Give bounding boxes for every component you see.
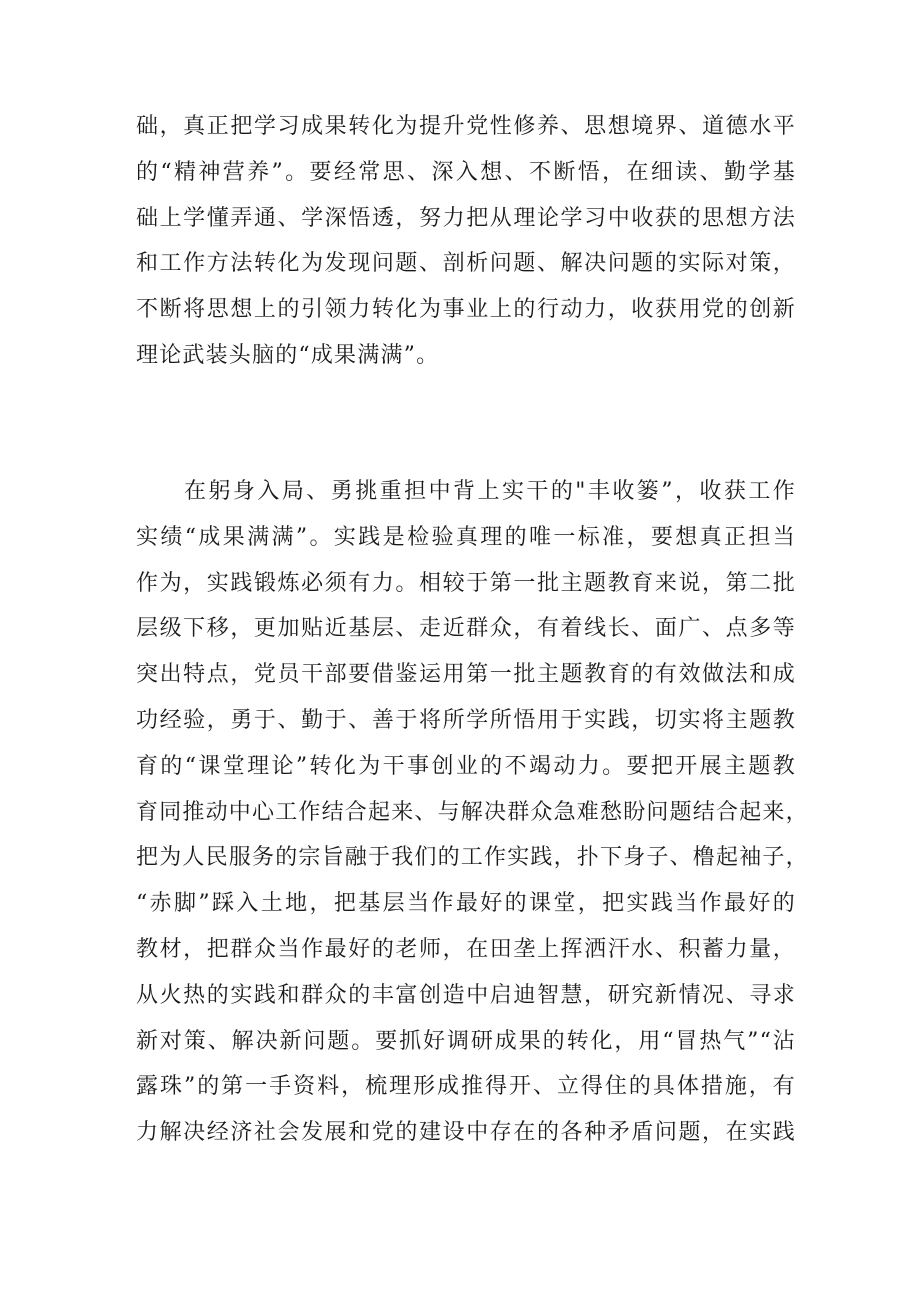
paragraph-line: 育同推动中心工作结合起来、与解决群众急难愁盼问题结合起来， xyxy=(136,799,809,825)
paragraph-line: 层级下移，更加贴近基层、走近群众，有着线长、面广、点多等 xyxy=(136,616,796,642)
paragraph-line: 新对策、解决新问题。要抓好调研成果的转化，用“冒热气”“沾 xyxy=(136,1028,796,1054)
paragraph-line: 把为人民服务的宗旨融于我们的工作实践，扑下身子、橹起袖子， xyxy=(136,845,809,871)
paragraph-line: 功经验，勇于、勤于、善于将所学所悟用于实践，切实将主题教 xyxy=(136,707,796,733)
paragraph-line: 力解决经济社会发展和党的建设中存在的各种矛盾问题，在实践 xyxy=(136,1120,796,1146)
paragraph-line: 育的“课堂理论”转化为干事创业的不竭动力。要把开展主题教 xyxy=(136,753,796,779)
paragraph-line: 的“精神营养”。要经常思、深入想、不断悟，在细读、勤学基 xyxy=(136,159,796,185)
paragraph-2 xyxy=(136,469,809,1156)
paragraph-line: 理论武装头脑的“成果满满”。 xyxy=(136,342,440,368)
paragraph-line: 露珠”的第一手资料，梳理形成推得开、立得住的具体措施，有 xyxy=(136,1074,796,1100)
paragraph-line: “赤脚”踩入土地，把基层当作最好的课堂，把实践当作最好的 xyxy=(136,891,796,917)
paragraph-line: 教材，把群众当作最好的老师，在田垄上挥洒汗水、积蓄力量， xyxy=(136,936,796,962)
paragraph-line: 础，真正把学习成果转化为提升党性修养、思想境界、道德水平 xyxy=(136,114,796,139)
paragraph-line: 础上学懂弄通、学深悟透，努力把从理论学习中收获的思想方法 xyxy=(136,205,796,231)
paragraph-line: 不断将思想上的引领力转化为事业上的行动力，收获用党的创新 xyxy=(136,297,796,323)
paragraph-line: 实绩“成果满满”。实践是检验真理的唯一标准，要想真正担当 xyxy=(136,524,796,550)
paragraph-line: 作为，实践锻炼必须有力。相较于第一批主题教育来说，第二批 xyxy=(136,570,796,596)
paragraph-1 xyxy=(136,104,796,379)
paragraph-line: 和工作方法转化为发现问题、剖析问题、解决问题的实际对策， xyxy=(136,251,796,277)
paragraph-line: 在躬身入局、勇挑重担中背上实干的"丰收篓”，收获工作 xyxy=(184,479,796,504)
paragraph-line: 突出特点，党员干部要借鉴运用第一批主题教育的有效做法和成 xyxy=(136,662,796,688)
paragraph-line: 从火热的实践和群众的丰富创造中启迪智慧，研究新情况、寻求 xyxy=(136,982,796,1008)
